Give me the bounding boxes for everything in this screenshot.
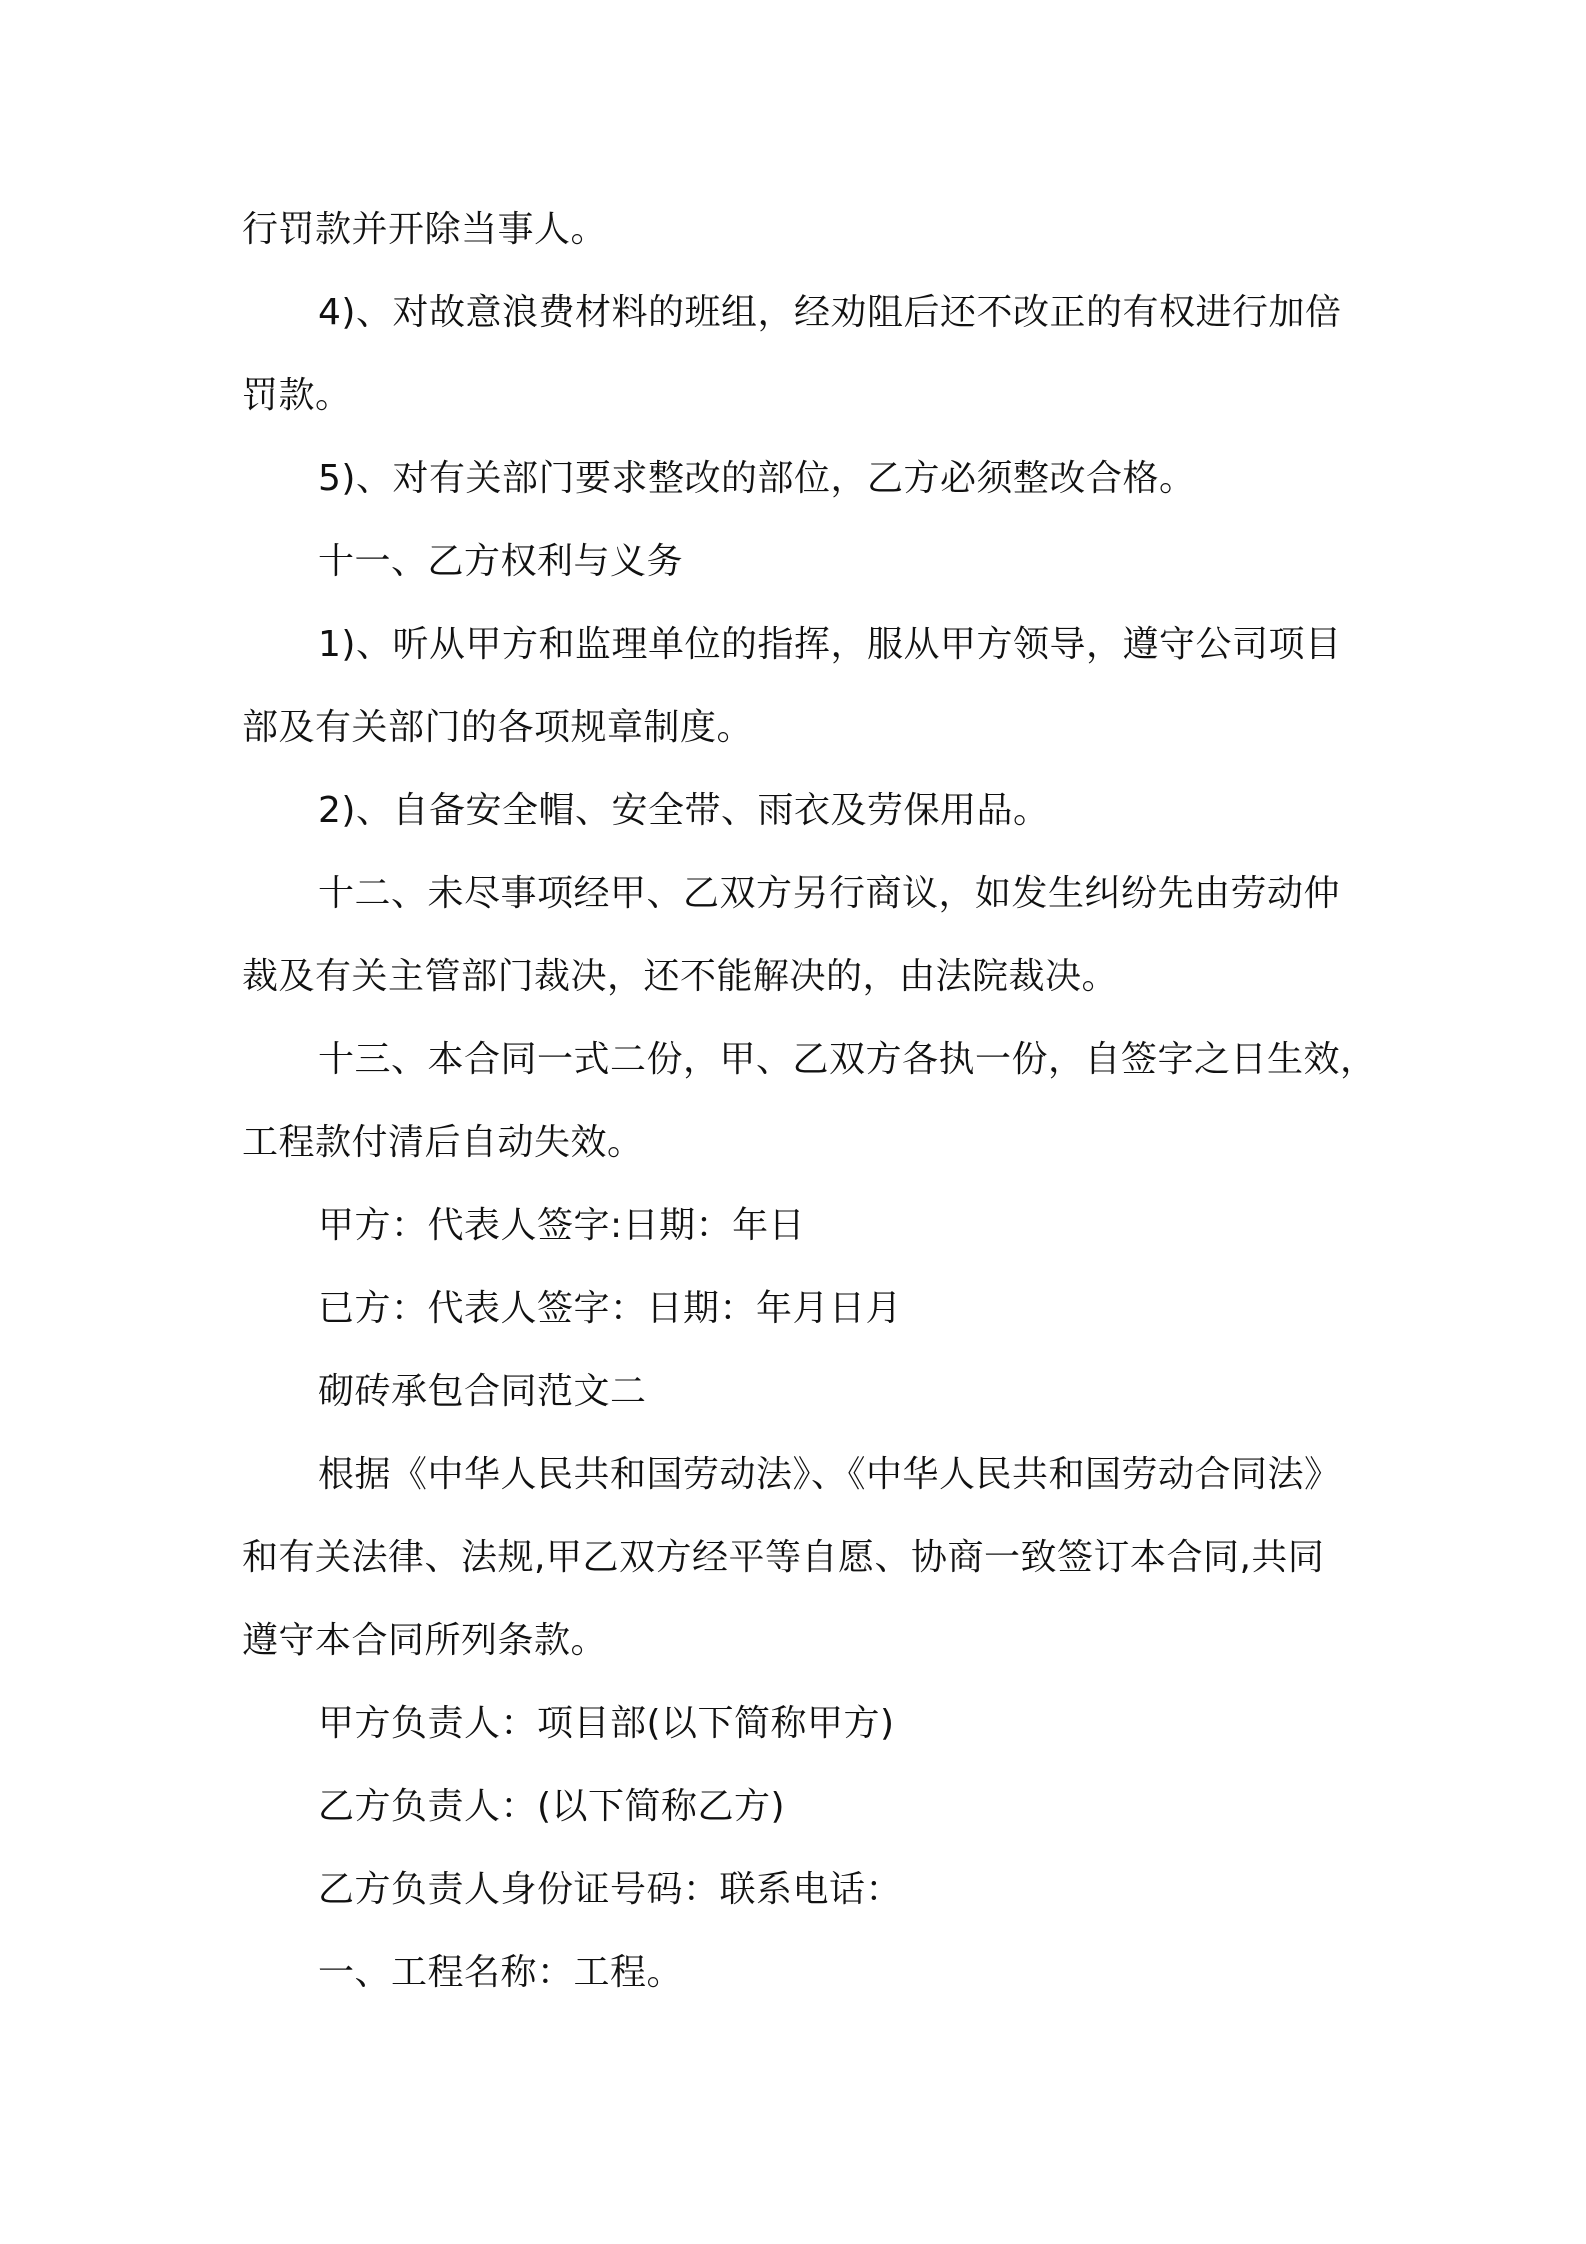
- text-line: 根据《中华人民共和国劳动法》、《中华人民共和国劳动合同法》: [318, 1454, 1341, 1495]
- text-line: 4)、对故意浪费材料的班组，经劝阻后还不改正的有权进行加倍: [318, 292, 1342, 333]
- party-b-field: 乙方负责人：(以下简称乙方): [318, 1786, 786, 1827]
- text-line: 裁及有关主管部门裁决，还不能解决的，由法院裁决。: [242, 956, 1119, 997]
- text-line: 罚款。: [242, 375, 352, 416]
- document-subtitle: 砌砖承包合同范文二: [318, 1371, 647, 1412]
- project-name-field: 一、工程名称：工程。: [318, 1952, 684, 1993]
- text-line: 5)、对有关部门要求整改的部位，乙方必须整改合格。: [318, 458, 1196, 499]
- text-line: 和有关法律、法规,甲乙双方经平等自愿、协商一致签订本合同,共同: [242, 1537, 1325, 1578]
- text-line: 十三、本合同一式二份，甲、乙双方各执一份，自签字之日生效，: [318, 1039, 1377, 1080]
- section-heading: 十一、乙方权利与义务: [318, 541, 684, 582]
- text-line: 部及有关部门的各项规章制度。: [242, 707, 754, 748]
- text-line: 工程款付清后自动失效。: [242, 1122, 644, 1163]
- text-line: 十二、未尽事项经甲、乙双方另行商议，如发生纠纷先由劳动仲: [318, 873, 1341, 914]
- text-line: 遵守本合同所列条款。: [242, 1620, 608, 1661]
- text-line: 2)、自备安全帽、安全带、雨衣及劳保用品。: [318, 790, 1050, 831]
- signature-line-party-b: 已方：代表人签字：日期：年月日月: [318, 1288, 903, 1329]
- text-line: 1)、听从甲方和监理单位的指挥，服从甲方领导，遵守公司项目: [318, 624, 1342, 665]
- text-line: 行罚款并开除当事人。: [242, 209, 608, 250]
- id-phone-field: 乙方负责人身份证号码：联系电话：: [318, 1869, 903, 1910]
- signature-line-party-a: 甲方：代表人签字:日期：年日: [318, 1205, 806, 1246]
- party-a-field: 甲方负责人：项目部(以下简称甲方): [318, 1703, 895, 1744]
